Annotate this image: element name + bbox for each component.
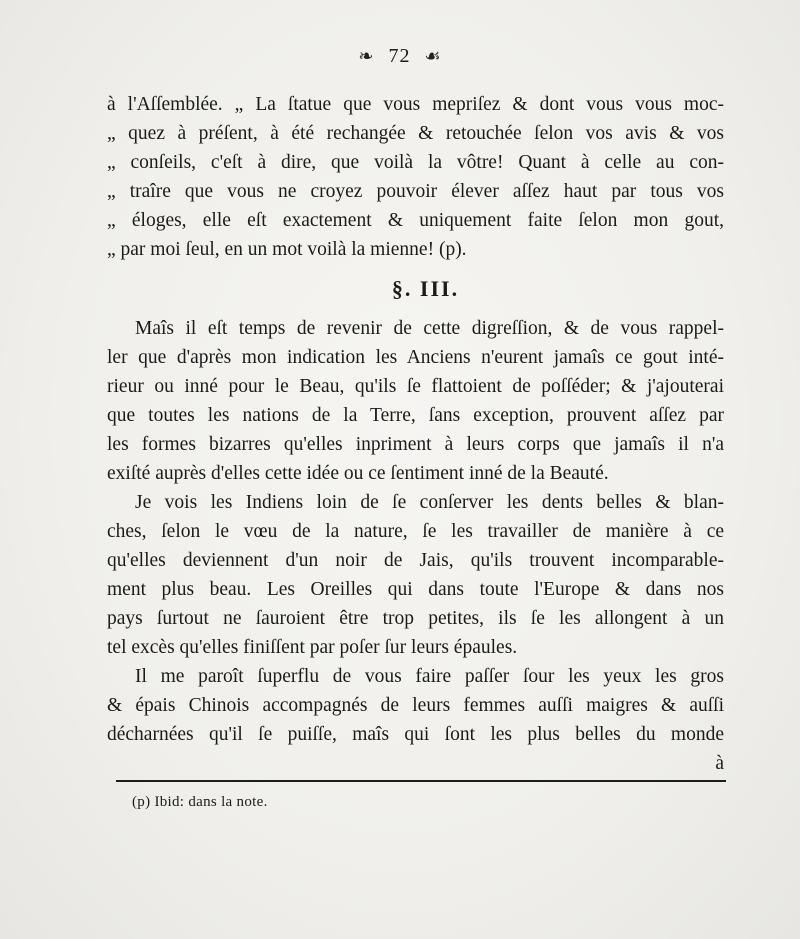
text-line: & épais Chinois accompagnés de leurs femmes auſſi maigres & auſſi [107,695,724,716]
text-line: Maîs il eſt temps de revenir de cette digreſſion, & de vous rappel- [135,318,724,339]
text-line: tel excès qu'elles finiſſent par poſer ſur leurs épaules. [107,637,518,658]
text-line: rieur ou inné pour le Beau, qu'ils ſe flattoient de poſſéder; & j'ajouterai [107,376,724,397]
text-line: pays ſurtout ne ſauroient être trop petites, ils ſe les allongent à un [107,608,724,629]
text-line: ment plus beau. Les Oreilles qui dans toute l'Europe & dans nos [107,579,724,600]
text-line: „ conſeils, c'eſt à dire, que voilà la vôtre! Quant à celle au con- [107,152,724,173]
catchword: à [715,753,724,774]
body-text [107,90,724,778]
text-line: ches, ſelon le vœu de la nature, ſe les travailler de manière à ce [107,521,724,542]
text-line: à l'Aſſemblée. „ La ſtatue que vous mepriſez & dont vous vous moc- [107,94,724,115]
text-line: „ quez à préſent, à été rechangée & retouchée ſelon vos avis & vos [107,123,724,144]
text-line: „ éloges, elle eſt exactement & uniquement faite ſelon mon gout, [107,210,724,231]
text-line: Je vois les Indiens loin de ſe conſerver les dents belles & blan- [135,492,724,513]
text-line: qu'elles deviennent d'un noir de Jais, qu'ils trouvent incomparable- [107,550,724,571]
page-number: 72 [388,44,411,67]
text-line: exiſté auprès d'elles cette idée ou ce ſentiment inné de la Beauté. [107,463,609,484]
right-fleuron-icon: ☙ [424,45,442,66]
text-line: ler que d'après mon indication les Anciens n'eurent jamaîs ce gout inté- [107,347,724,368]
paragraph [107,662,724,749]
section-heading: §. III. [391,276,460,301]
text-line: décharnées qu'il ſe puiſſe, maîs qui ſont les plus belles du monde [107,724,724,745]
page-header [0,44,800,68]
text-line: Il me paroît ſuperflu de vous faire paſſer ſour les yeux les gros [135,666,724,687]
text-line: „ traîre que vous ne croyez pouvoir élever aſſez haut par tous vos [107,181,724,202]
paragraph [107,314,724,488]
left-fleuron-icon: ❧ [358,45,375,66]
paragraph [107,488,724,662]
footnote-rule [116,780,726,782]
text-line: „ par moi ſeul, en un mot voilà la mienne! (p). [107,239,467,260]
footnote: (p) Ibid: dans la note. [132,794,268,810]
text-line: les formes bizarres qu'elles inpriment à leurs corps que jamaîs il n'a [107,434,724,455]
text-line: que toutes les nations de la Terre, ſans exception, prouvent aſſez par [107,405,724,426]
